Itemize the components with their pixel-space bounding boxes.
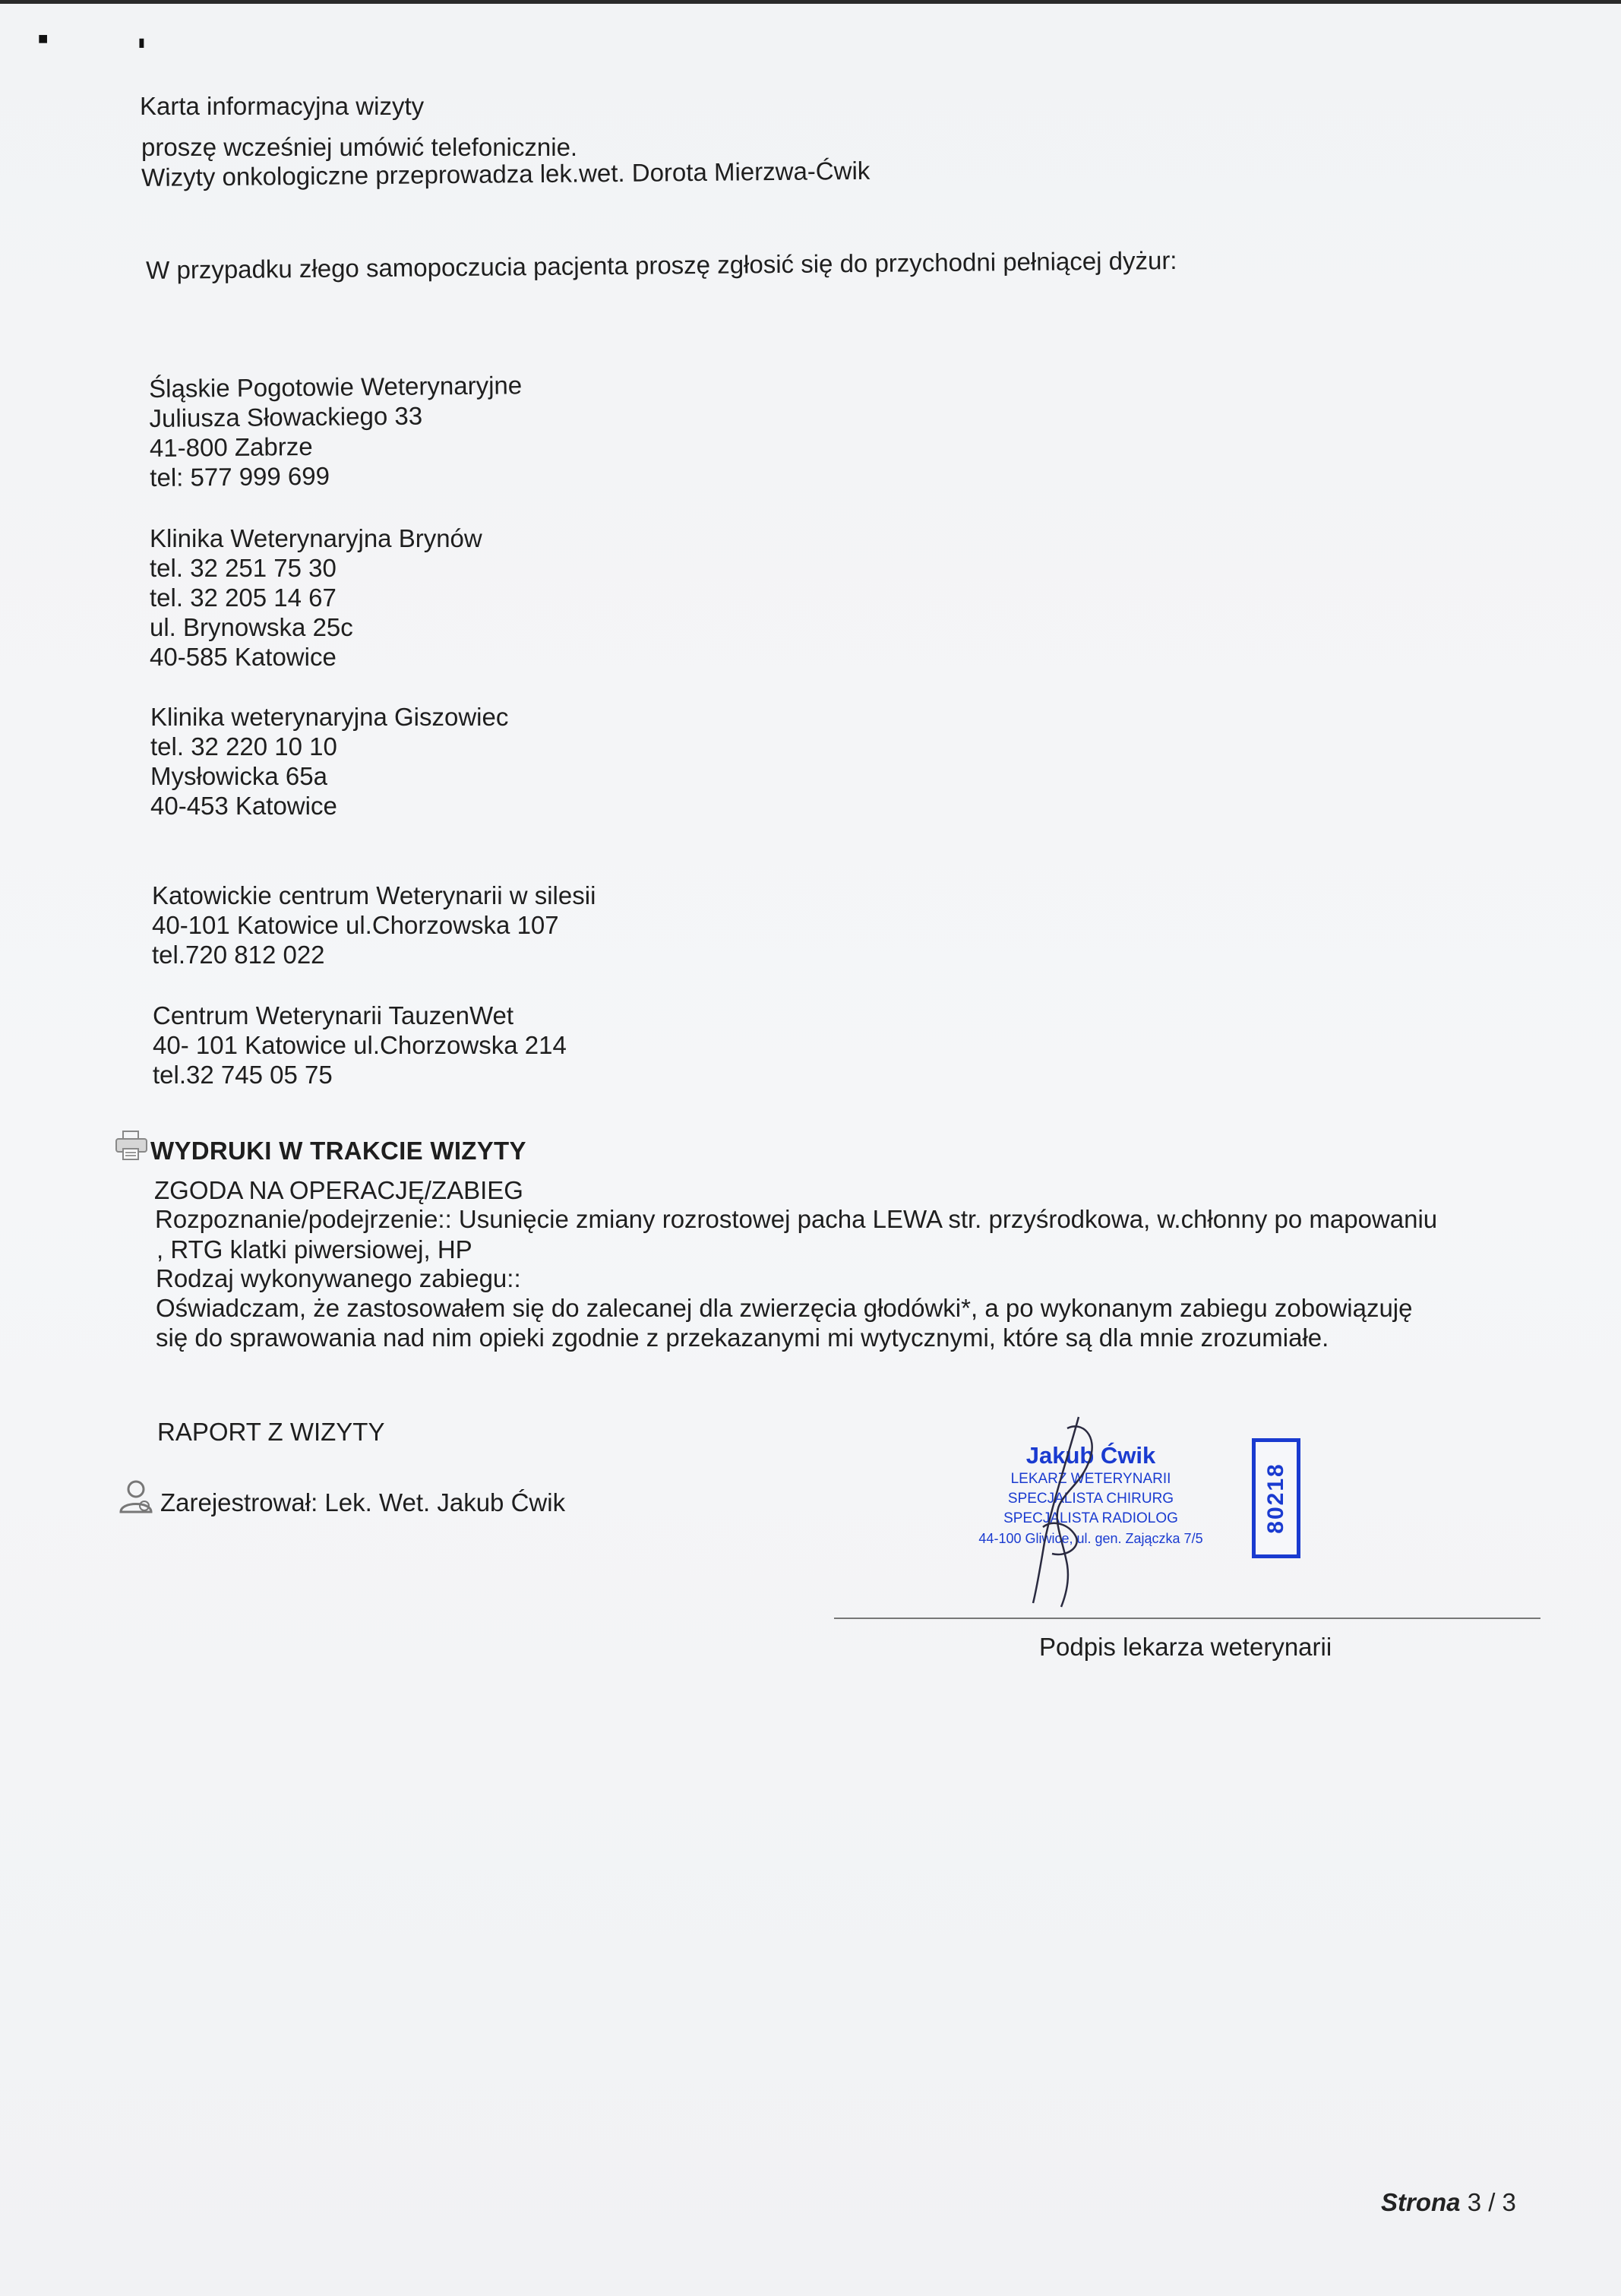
clinic-address: 40- 101 Katowice ul.Chorzowska 214 (153, 1031, 567, 1059)
clinic-address: ul. Brynowska 25c (150, 613, 353, 641)
printouts-heading: WYDRUKI W TRAKCIE WIZYTY (150, 1137, 526, 1165)
clinic-phone: tel. 32 251 75 30 (150, 554, 337, 582)
registered-by: Zarejestrował: Lek. Wet. Jakub Ćwik (160, 1488, 566, 1516)
clinic-block (152, 881, 596, 969)
diagnosis-line: Rozpoznanie/podejrzenie:: Usunięcie zmiany rozrostowej pacha LEWA str. przyśrodkowa, w.chłonny po mapowaniu (155, 1205, 1438, 1233)
declaration-line: Oświadczam, że zastosowałem się do zalecanej dla zwierzęcia głodówki*, a po wykonanym zabiegu zobowiązuję (156, 1294, 1413, 1322)
oncology-note: Wizyty onkologiczne przeprowadza lek.wet. Dorota Mierzwa-Ćwik (141, 156, 871, 191)
clinic-phone: tel. 32 205 14 67 (150, 583, 337, 612)
scan-speck: ▮ (138, 36, 145, 49)
handwritten-signature (1006, 1413, 1128, 1611)
clinic-name: Śląskie Pogotowie Weterynaryjne (149, 371, 523, 403)
declaration-line: się do sprawowania nad nim opieki zgodnie z przekazanymi mi wytycznymi, które są dla mnie zrozumiałe. (156, 1324, 1329, 1352)
clinic-name: Katowickie centrum Weterynarii w silesii (152, 881, 596, 909)
clinic-city: 41-800 Zabrze (149, 432, 313, 462)
page-label: Strona (1381, 2188, 1461, 2216)
consent-title: ZGODA NA OPERACJĘ/ZABIEG (154, 1176, 523, 1204)
appointment-note: proszę wcześniej umówić telefonicznie. (141, 133, 578, 161)
diagnosis-line: , RTG klatki piwersiowej, HP (156, 1235, 472, 1263)
clinic-phone: tel. 32 220 10 10 (150, 732, 337, 761)
page-total: / 3 (1488, 2188, 1516, 2216)
stamp-name: Jakub Ćwik (1025, 1442, 1156, 1469)
procedure-type: Rodzaj wykonywanego zabiegu:: (156, 1264, 521, 1292)
clinic-name: Klinika weterynaryjna Giszowiec (150, 703, 509, 731)
clinic-block (153, 1001, 567, 1089)
scan-speck: ■ (38, 29, 49, 48)
license-number: 80218 (1263, 1463, 1288, 1534)
clinic-phone: tel.32 745 05 75 (153, 1061, 333, 1089)
clinic-block (150, 523, 482, 672)
stamp-specialty: SPECJALISTA CHIRURG (1007, 1491, 1174, 1507)
printer-icon (114, 1129, 149, 1162)
document-title: Karta informacyjna wizyty (140, 92, 425, 120)
clinic-block (150, 702, 508, 821)
clinic-city: 40-453 Katowice (150, 792, 337, 820)
clinic-name: Centrum Weterynarii TauzenWet (153, 1001, 514, 1029)
emergency-intro: W przypadku złego samopoczucia pacjenta proszę zgłosić się do przychodni pełniącej dyżur: (146, 245, 1177, 284)
clinic-address: 40-101 Katowice ul.Chorzowska 107 (152, 911, 559, 939)
stamp-address: 44-100 Gliwice, ul. gen. Zajączka 7/5 (978, 1531, 1203, 1546)
clinic-phone: tel.720 812 022 (152, 941, 325, 969)
page-number (1381, 2188, 1516, 2217)
signature-line (834, 1618, 1540, 1619)
clinic-address: Juliusza Słowackiego 33 (149, 401, 423, 432)
report-title: RAPORT Z WIZYTY (157, 1418, 385, 1446)
user-icon (117, 1478, 155, 1515)
license-number-box (1252, 1438, 1300, 1558)
clinic-phone: tel: 577 999 699 (150, 461, 330, 492)
stamp-title: LEKARZ WETERYNARII (1010, 1471, 1171, 1487)
page-current: 3 (1467, 2188, 1482, 2216)
signature-caption: Podpis lekarza weterynarii (1039, 1633, 1332, 1661)
clinic-block (149, 370, 523, 492)
stamp-specialty: SPECJALISTA RADIOLOG (1003, 1510, 1178, 1526)
clinic-name: Klinika Weterynaryjna Brynów (150, 524, 482, 552)
clinic-address: Mysłowicka 65a (150, 762, 327, 790)
clinic-city: 40-585 Katowice (150, 643, 337, 671)
scan-top-edge (0, 0, 1621, 4)
